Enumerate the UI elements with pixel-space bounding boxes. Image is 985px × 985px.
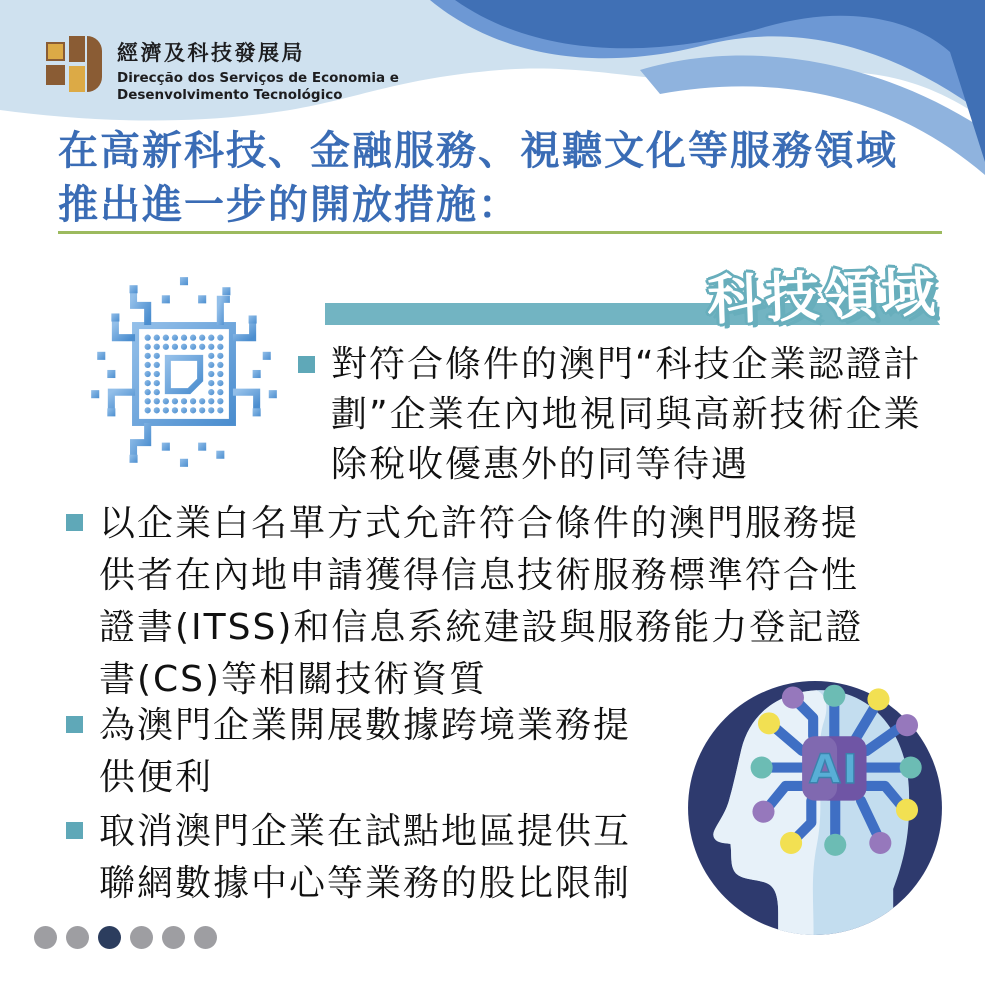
bullet-text-3: 為澳門企業開展數據跨境業務提供便利 xyxy=(99,705,632,798)
pagination-dot[interactable] xyxy=(34,926,57,949)
pagination-dot[interactable] xyxy=(194,926,217,949)
logo-gold-bar xyxy=(69,66,85,92)
dsedt-logo-icon xyxy=(44,36,102,94)
agency-names xyxy=(117,36,399,105)
pagination-dot[interactable] xyxy=(130,926,153,949)
bullet-text-2: 以企業白名單方式允許符合條件的澳門服務提供者在內地申請獲得信息技術服務標準符合性證書(ITSS)和信息系統建設與服務能力登記證書(CS)等相關技術資質 xyxy=(99,503,864,700)
bullet-square-icon xyxy=(298,356,315,373)
bullet-square-icon xyxy=(66,514,83,531)
agency-name-portuguese-line2: Desenvolvimento Tecnológico xyxy=(117,87,343,104)
bullet-item-3 xyxy=(66,700,664,804)
bullet-text-4: 取消澳門企業在試點地區提供互聯網數據中心等業務的股比限制 xyxy=(99,811,632,904)
logo-gold-square xyxy=(46,42,65,61)
logo-brown-d xyxy=(87,36,102,92)
agency-name-portuguese xyxy=(117,70,399,105)
agency-name-portuguese-line1: Direcção dos Serviços de Economia e xyxy=(117,70,399,86)
pagination xyxy=(34,926,217,949)
pagination-dot[interactable] xyxy=(66,926,89,949)
page-title-line2: 推出進一步的開放措施： xyxy=(58,182,520,228)
ai-chip-label: AI xyxy=(809,745,860,794)
agency-header xyxy=(44,36,399,105)
pagination-dot-active[interactable] xyxy=(98,926,121,949)
bullet-item-1 xyxy=(298,340,931,490)
microchip-icon xyxy=(70,263,298,485)
ai-brain-illustration xyxy=(677,670,953,946)
logo-brown-bar xyxy=(69,36,85,62)
bullet-square-icon xyxy=(66,716,83,733)
bullet-text-1: 對符合條件的澳門“科技企業認證計劃”企業在內地視同與高新技術企業除稅收優惠外的同等待遇 xyxy=(331,344,922,485)
page-title-line1: 在高新科技、金融服務、視聽文化等服務領域 xyxy=(58,128,898,174)
page-title xyxy=(58,124,898,232)
bullet-item-2 xyxy=(66,498,889,706)
section-title: 科技領域 xyxy=(706,260,941,333)
bullet-square-icon xyxy=(66,822,83,839)
agency-name-chinese: 經濟及科技發展局 xyxy=(117,41,305,65)
bullet-item-4 xyxy=(66,806,664,910)
pagination-dot[interactable] xyxy=(162,926,185,949)
logo-brown-square xyxy=(46,65,65,85)
